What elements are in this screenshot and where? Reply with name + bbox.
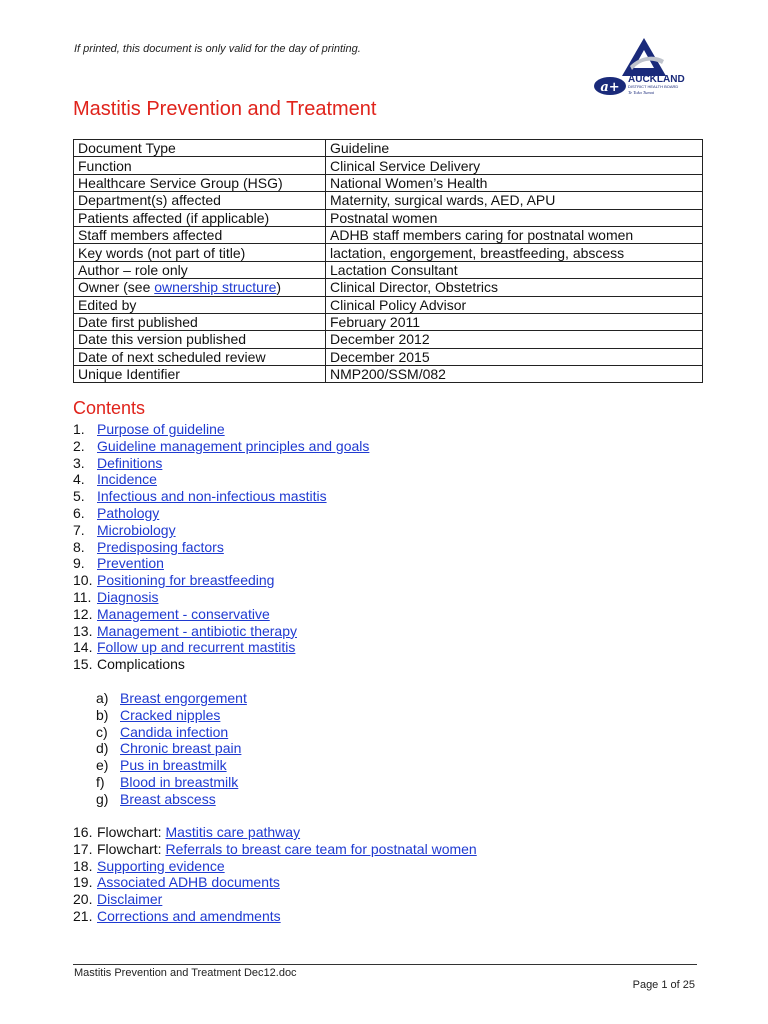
info-value: February 2011 bbox=[326, 313, 703, 330]
toc-item bbox=[73, 438, 369, 455]
complication-item bbox=[96, 724, 247, 741]
toc-item bbox=[73, 572, 369, 589]
toc-number: 4. bbox=[73, 471, 85, 488]
complication-item bbox=[96, 757, 247, 774]
toc-number: 11. bbox=[73, 588, 92, 605]
info-key: Patients affected (if applicable) bbox=[74, 209, 326, 226]
info-row bbox=[74, 261, 703, 278]
toc-item bbox=[73, 858, 477, 875]
toc-number: 10. bbox=[73, 572, 93, 589]
ownership-structure-link[interactable]: ownership structure bbox=[154, 279, 277, 296]
toc-item bbox=[73, 589, 369, 606]
toc-number: 1. bbox=[73, 421, 85, 437]
logo-subtitle: DISTRICT HEALTH BOARD bbox=[628, 84, 679, 89]
info-value: NMP200/SSM/082 bbox=[326, 366, 703, 383]
complication-letter: g) bbox=[96, 790, 109, 807]
toc-link[interactable]: Infectious and non-infectious mastitis bbox=[97, 488, 327, 505]
complication-letter: c) bbox=[96, 723, 108, 740]
toc-item bbox=[73, 623, 369, 640]
info-key: Key words (not part of title) bbox=[74, 244, 326, 261]
info-row bbox=[74, 244, 703, 261]
info-row bbox=[74, 331, 703, 348]
complication-letter: e) bbox=[96, 757, 109, 774]
logo-mark-text: a+ bbox=[600, 80, 620, 95]
toc-item bbox=[73, 471, 369, 488]
toc-item bbox=[73, 488, 369, 505]
table-of-contents bbox=[73, 421, 369, 673]
toc-link[interactable]: Purpose of guideline bbox=[97, 421, 225, 437]
complication-link[interactable]: Pus in breastmilk bbox=[120, 757, 227, 774]
toc-item bbox=[73, 539, 369, 556]
info-row bbox=[74, 313, 703, 330]
toc-link[interactable]: Management - antibiotic therapy bbox=[97, 622, 297, 639]
info-key: Function bbox=[74, 157, 326, 174]
complication-link[interactable]: Candida infection bbox=[120, 723, 229, 740]
toc-number: 2. bbox=[73, 437, 85, 454]
logo-tagline: Te Toka Tumai bbox=[628, 90, 655, 95]
toc-link[interactable]: Guideline management principles and goals bbox=[97, 437, 370, 454]
complication-item bbox=[96, 707, 247, 724]
info-row bbox=[74, 157, 703, 174]
document-title: Mastitis Prevention and Treatment bbox=[73, 98, 377, 120]
info-key: Healthcare Service Group (HSG) bbox=[74, 174, 326, 191]
footer-divider bbox=[73, 964, 697, 965]
toc-number: 15. bbox=[73, 656, 93, 673]
footer-page-number: Page 1 of 25 bbox=[632, 979, 695, 991]
toc-link[interactable]: Diagnosis bbox=[97, 588, 159, 605]
toc-link[interactable]: Predisposing factors bbox=[97, 538, 224, 555]
toc-item bbox=[73, 908, 477, 925]
toc-prefix: Flowchart: bbox=[97, 824, 166, 840]
info-key: Date this version published bbox=[74, 331, 326, 348]
info-value: December 2012 bbox=[326, 331, 703, 348]
info-key: Date first published bbox=[74, 313, 326, 330]
complication-link[interactable]: Cracked nipples bbox=[120, 706, 221, 723]
complication-letter: b) bbox=[96, 706, 109, 723]
toc-number: 14. bbox=[73, 639, 93, 656]
info-row bbox=[74, 366, 703, 383]
print-validity-note: If printed, this document is only valid for the day of printing. bbox=[74, 43, 361, 55]
toc-number: 18. bbox=[73, 857, 93, 874]
complication-letter: f) bbox=[96, 773, 105, 790]
info-value: Clinical Policy Advisor bbox=[326, 296, 703, 313]
table-of-contents-continued bbox=[73, 824, 477, 925]
complication-item bbox=[96, 774, 247, 791]
toc-number: 19. bbox=[73, 874, 93, 891]
info-row bbox=[74, 174, 703, 191]
toc-link[interactable]: Follow up and recurrent mastitis bbox=[97, 639, 296, 656]
toc-link[interactable]: Microbiology bbox=[97, 521, 176, 538]
info-value: lactation, engorgement, breastfeeding, abscess bbox=[326, 244, 703, 261]
toc-item bbox=[73, 841, 477, 858]
info-row bbox=[74, 226, 703, 243]
toc-number: 13. bbox=[73, 622, 93, 639]
info-key-text: ) bbox=[276, 279, 282, 296]
toc-number: 6. bbox=[73, 504, 85, 521]
toc-number: 7. bbox=[73, 521, 85, 538]
complication-item bbox=[96, 690, 247, 707]
toc-number: 9. bbox=[73, 555, 85, 572]
toc-number: 21. bbox=[73, 907, 93, 924]
complication-link[interactable]: Blood in breastmilk bbox=[120, 773, 239, 790]
toc-item bbox=[73, 639, 369, 656]
info-key: Edited by bbox=[74, 296, 326, 313]
toc-link[interactable]: Management - conservative bbox=[97, 605, 270, 622]
toc-number: 20. bbox=[73, 891, 93, 908]
info-row bbox=[74, 348, 703, 365]
document-info-table bbox=[73, 139, 703, 383]
toc-number: 17. bbox=[73, 840, 93, 857]
info-value: December 2015 bbox=[326, 348, 703, 365]
toc-link[interactable]: Disclaimer bbox=[97, 891, 163, 908]
info-key: Unique Identifier bbox=[74, 366, 326, 383]
toc-link[interactable]: Pathology bbox=[97, 504, 160, 521]
toc-link[interactable]: Prevention bbox=[97, 555, 164, 572]
info-row bbox=[74, 296, 703, 313]
toc-item bbox=[73, 522, 369, 539]
toc-link[interactable]: Positioning for breastfeeding bbox=[97, 572, 275, 589]
toc-link[interactable]: Referrals to breast care team for postnatal women bbox=[165, 840, 477, 857]
toc-link[interactable]: Mastitis care pathway bbox=[165, 824, 301, 840]
toc-label: Complications bbox=[97, 656, 185, 673]
toc-item bbox=[73, 555, 369, 572]
toc-number: 8. bbox=[73, 538, 85, 555]
complication-link[interactable]: Breast abscess bbox=[120, 790, 216, 807]
info-row bbox=[74, 209, 703, 226]
toc-number: 16. bbox=[73, 824, 93, 840]
footer-filename: Mastitis Prevention and Treatment Dec12.doc bbox=[74, 967, 297, 979]
toc-number: 3. bbox=[73, 454, 85, 471]
info-key: Staff members affected bbox=[74, 226, 326, 243]
info-row bbox=[74, 192, 703, 209]
info-key: Author – role only bbox=[74, 261, 326, 278]
info-value: Maternity, surgical wards, AED, APU bbox=[326, 192, 703, 209]
info-value: Guideline bbox=[326, 140, 703, 157]
info-value: Postnatal women bbox=[326, 209, 703, 226]
info-row bbox=[74, 279, 703, 296]
complication-item bbox=[96, 791, 247, 808]
info-row bbox=[74, 140, 703, 157]
toc-item bbox=[73, 824, 477, 841]
info-value: Clinical Director, Obstetrics bbox=[326, 279, 703, 296]
info-key-text: Owner (see bbox=[78, 279, 155, 296]
info-key: Department(s) affected bbox=[74, 192, 326, 209]
info-key bbox=[74, 279, 326, 296]
complications-list bbox=[96, 690, 247, 808]
toc-prefix: Flowchart: bbox=[97, 840, 166, 857]
info-value: ADHB staff members caring for postnatal women bbox=[326, 226, 703, 243]
toc-link[interactable]: Supporting evidence bbox=[97, 857, 225, 874]
toc-item bbox=[73, 874, 477, 891]
info-value: Lactation Consultant bbox=[326, 261, 703, 278]
toc-link[interactable]: Corrections and amendments bbox=[97, 907, 281, 924]
toc-item bbox=[73, 606, 369, 623]
toc-number: 5. bbox=[73, 488, 85, 505]
logo-name: AUCKLAND bbox=[628, 74, 685, 85]
toc-item bbox=[73, 455, 369, 472]
complication-letter: a) bbox=[96, 690, 109, 706]
toc-item bbox=[73, 421, 369, 438]
toc-link[interactable]: Incidence bbox=[97, 471, 157, 488]
toc-item bbox=[73, 656, 369, 673]
complication-letter: d) bbox=[96, 740, 109, 757]
adhb-logo bbox=[592, 36, 700, 96]
toc-number: 12. bbox=[73, 605, 93, 622]
toc-link[interactable]: Definitions bbox=[97, 454, 163, 471]
toc-item bbox=[73, 505, 369, 522]
info-key: Document Type bbox=[74, 140, 326, 157]
info-value: National Women’s Health bbox=[326, 174, 703, 191]
toc-link[interactable]: Associated ADHB documents bbox=[97, 874, 280, 891]
info-value: Clinical Service Delivery bbox=[326, 157, 703, 174]
complication-link[interactable]: Chronic breast pain bbox=[120, 740, 242, 757]
toc-item bbox=[73, 891, 477, 908]
complication-item bbox=[96, 740, 247, 757]
complication-link[interactable]: Breast engorgement bbox=[120, 690, 247, 706]
info-key: Date of next scheduled review bbox=[74, 348, 326, 365]
contents-heading: Contents bbox=[73, 398, 146, 418]
